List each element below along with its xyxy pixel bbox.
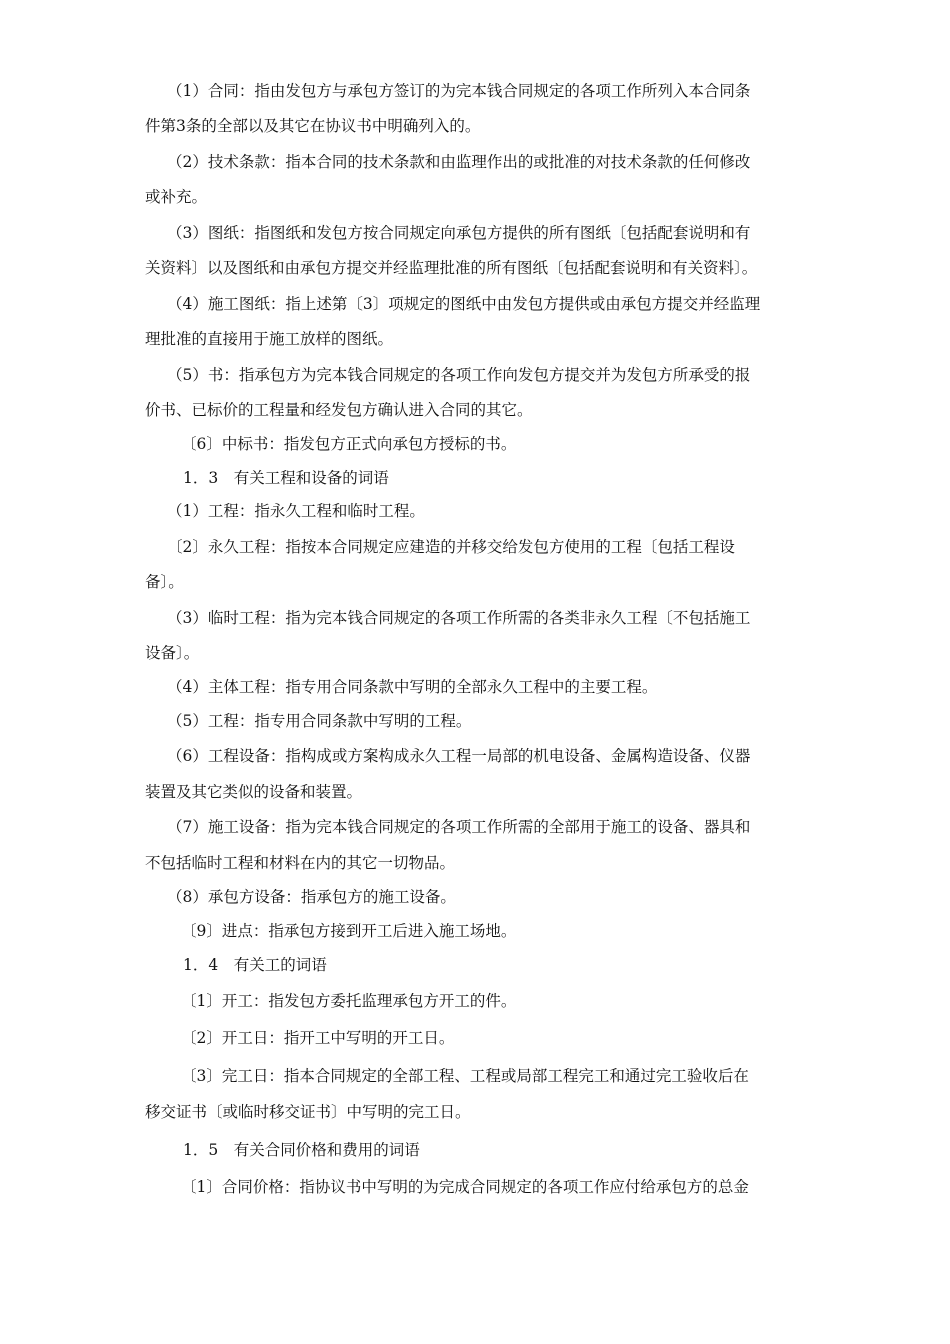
text-line: 价书、已标价的工程量和经发包方确认进入合同的其它。 xyxy=(145,401,533,419)
text-line: 装置及其它类似的设备和装置。 xyxy=(145,783,363,801)
text-line: 理批准的直接用于施工放样的图纸。 xyxy=(145,330,394,348)
text-line: （1）工程：指永久工程和临时工程。 xyxy=(167,502,425,520)
text-line: 〔6〕中标书：指发包方正式向承包方授标的书。 xyxy=(181,435,517,453)
text-line: （1）合同：指由发包方与承包方签订的为完本钱合同规定的各项工作所列入本合同条 xyxy=(167,82,751,100)
text-line: 备〕。 xyxy=(145,573,184,591)
section-heading: 1．4 有关工的词语 xyxy=(183,956,327,974)
section-heading: 1．3 有关工程和设备的词语 xyxy=(183,469,389,487)
text-line: （3）临时工程：指为完本钱合同规定的各项工作所需的各类非永久工程〔不包括施工 xyxy=(167,609,751,627)
text-line: 〔2〕开工日：指开工中写明的开工日。 xyxy=(181,1029,455,1047)
text-line: 关资料〕以及图纸和由承包方提交并经监理批准的所有图纸〔包括配套说明和有关资料〕。 xyxy=(145,259,758,277)
text-line: 或补充。 xyxy=(145,188,208,206)
text-line: （3）图纸：指图纸和发包方按合同规定向承包方提供的所有图纸〔包括配套说明和有 xyxy=(167,224,751,242)
text-line: （7）施工设备：指为完本钱合同规定的各项工作所需的全部用于施工的设备、器具和 xyxy=(167,818,751,836)
text-line: 〔2〕永久工程：指按本合同规定应建造的并移交给发包方使用的工程〔包括工程设 xyxy=(167,538,735,556)
text-line: 不包括临时工程和材料在内的其它一切物品。 xyxy=(145,854,456,872)
text-line: （5）工程：指专用合同条款中写明的工程。 xyxy=(167,712,472,730)
text-line: （5）书：指承包方为完本钱合同规定的各项工作向发包方提交并为发包方所承受的报 xyxy=(167,366,751,384)
text-line: （6）工程设备：指构成或方案构成永久工程一局部的机电设备、金属构造设备、仪器 xyxy=(167,747,751,765)
text-line: 〔3〕完工日：指本合同规定的全部工程、工程或局部工程完工和通过完工验收后在 xyxy=(181,1067,749,1085)
text-line: 〔9〕进点：指承包方接到开工后进入施工场地。 xyxy=(181,922,517,940)
text-line: 〔1〕合同价格：指协议书中写明的为完成合同规定的各项工作应付给承包方的总金 xyxy=(181,1178,749,1196)
text-line: 件第3条的全部以及其它在协议书中明确列入的。 xyxy=(145,117,481,135)
text-line: （4）施工图纸：指上述第〔3〕项规定的图纸中由发包方提供或由承包方提交并经监理 xyxy=(167,295,761,313)
text-line: 移交证书〔或临时移交证书〕中写明的完工日。 xyxy=(145,1103,471,1121)
text-line: 设备〕。 xyxy=(145,644,200,662)
text-line: （4）主体工程：指专用合同条款中写明的全部永久工程中的主要工程。 xyxy=(167,678,658,696)
text-line: （2）技术条款：指本合同的技术条款和由监理作出的或批准的对技术条款的任何修改 xyxy=(167,153,751,171)
text-line: 〔1〕开工：指发包方委托监理承包方开工的件。 xyxy=(181,992,517,1010)
text-line: （8）承包方设备：指承包方的施工设备。 xyxy=(167,888,456,906)
section-heading: 1．5 有关合同价格和费用的词语 xyxy=(183,1141,420,1159)
